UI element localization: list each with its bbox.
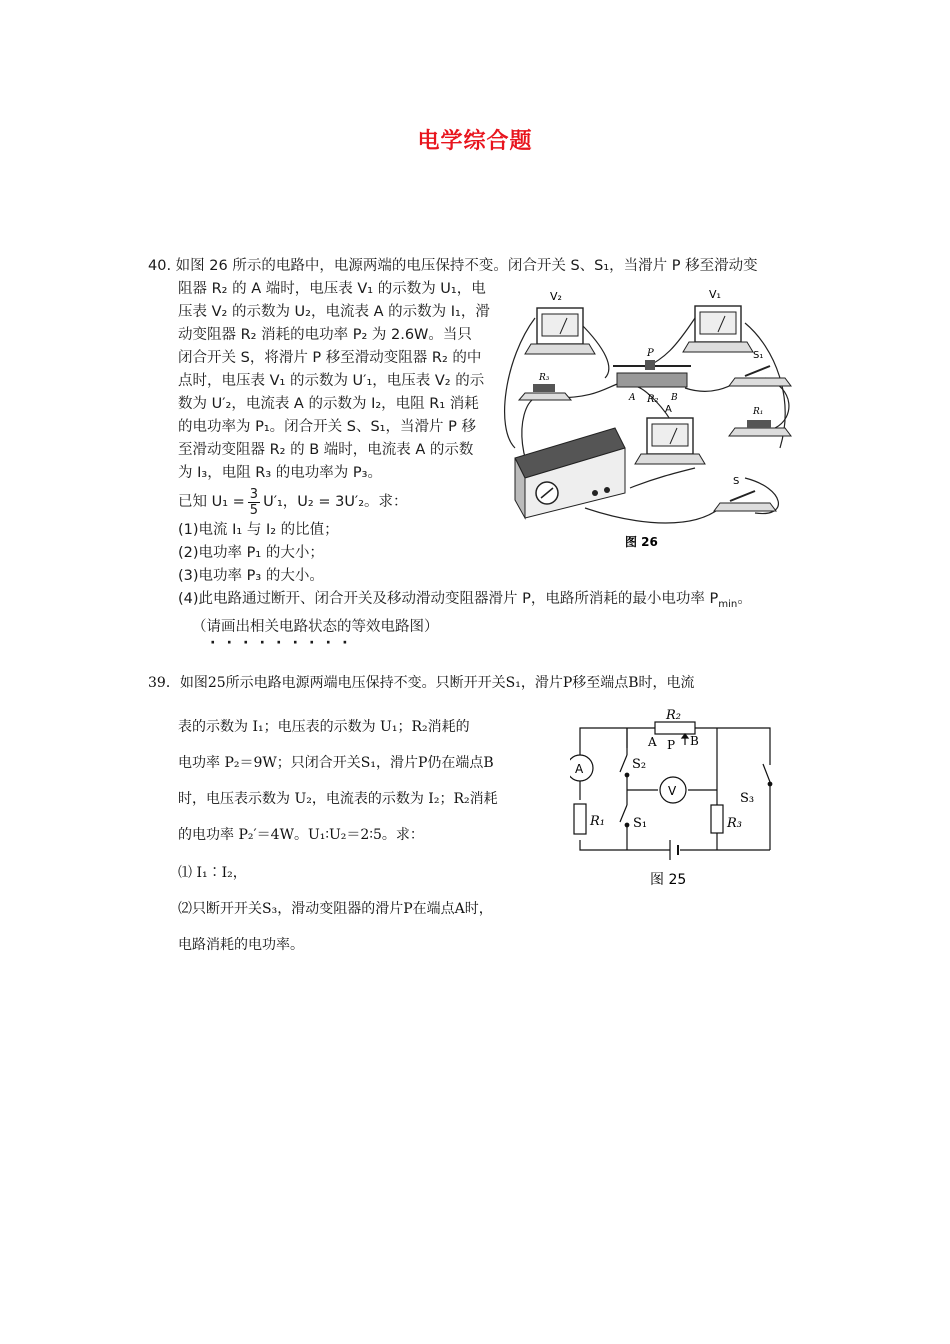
label-end-b: B — [690, 734, 699, 748]
q39-line: 表的示数为 I₁；电压表的示数为 U₁；R₂消耗的 — [178, 719, 470, 735]
pmin-tail: 。 — [737, 591, 752, 607]
label-s3: S₃ — [740, 791, 755, 806]
emphasis-dots: ········· — [210, 634, 359, 651]
q40-line: 阻器 R₂ 的 A 端时，电压表 V₁ 的示数为 U₁，电 — [178, 281, 486, 297]
label-r2: R₂ — [666, 708, 681, 723]
q40-question: (3)电功率 P₃ 的大小。 — [178, 568, 324, 584]
label-r1: R₁ — [753, 407, 764, 417]
q40-line: 动变阻器 R₂ 消耗的电功率 P₂ 为 2.6W。当只 — [178, 327, 472, 343]
switch-s-apparatus — [714, 476, 776, 511]
label-p: P — [667, 738, 676, 752]
fraction — [248, 487, 260, 518]
q40-question-4 — [148, 588, 808, 616]
q40-line: 至滑动变阻器 R₂ 的 B 端时，电流表 A 的示数 — [178, 442, 474, 458]
given-prefix: 已知 U₁ = — [178, 493, 245, 510]
q39-line: 的电功率 P₂′＝4W。U₁∶U₂＝2∶5。求： — [178, 827, 424, 843]
q40-question: (1)电流 I₁ 与 I₂ 的比值； — [178, 522, 339, 538]
q39-line: ⑵只断开开关S₃，滑动变阻器的滑片P在端点A时， — [178, 901, 493, 917]
q40-line: 为 I₃，电阻 R₃ 的电功率为 P₃。 — [178, 465, 382, 481]
label-s: S — [733, 476, 740, 487]
label-s1: S₁ — [753, 350, 764, 361]
figure-26-caption: 图 26 — [625, 535, 658, 548]
label-r2: R₂ — [647, 394, 659, 405]
power-supply-apparatus — [515, 428, 625, 518]
given-suffix: U′₁，U₂ = 3U′₂。求： — [263, 493, 408, 510]
q40-line: 的电功率为 P₁。闭合开关 S、S₁，当滑片 P 移 — [178, 419, 476, 435]
label-r3: R₃ — [539, 373, 550, 383]
pmin-subscript: min — [718, 598, 738, 610]
q40-line: 闭合开关 S，将滑片 P 移至滑动变阻器 R₂ 的中 — [178, 350, 482, 366]
q40-line: 40. 如图 26 所示的电路中，电源两端的电压保持不变。闭合开关 S、S₁，当滑片 P 移至滑动变 — [148, 258, 758, 274]
label-p: P — [647, 348, 654, 359]
q40-line: 压表 V₂ 的示数为 U₂，电流表 A 的示数为 I₁，滑 — [178, 304, 490, 320]
q39-line: ⑴ I₁∶I₂， — [178, 865, 247, 881]
fraction-numerator: 3 — [249, 486, 259, 502]
switch-s1-apparatus — [729, 350, 791, 386]
label-end-a: A — [648, 735, 657, 749]
label-v2: V₂ — [550, 290, 562, 303]
ammeter-symbol: A — [575, 762, 584, 776]
label-r3: R₃ — [727, 816, 742, 831]
rheostat-r2-apparatus — [613, 348, 691, 405]
q39-line: 电路消耗的电功率。 — [178, 937, 304, 953]
q40-line: 数为 U′₂，电流表 A 的示数为 I₂，电阻 R₁ 消耗 — [178, 396, 479, 412]
voltmeter-v2-apparatus — [525, 290, 595, 354]
figure-26 — [495, 278, 805, 548]
fraction-denominator: 5 — [249, 502, 259, 518]
q39-line: 时，电压表示数为 U₂，电流表的示数为 I₂；R₂消耗 — [178, 791, 498, 807]
voltmeter-symbol: V — [668, 784, 677, 798]
q40-question: (2)电功率 P₁ 的大小； — [178, 545, 324, 561]
label-v1: V₁ — [709, 288, 721, 301]
ammeter-apparatus — [635, 404, 705, 464]
q39-line: 39．如图25所示电路电源两端电压保持不变。只断开开关S₁，滑片P移至端点B时，电流 — [148, 675, 695, 691]
resistor-r1-apparatus — [729, 407, 791, 436]
label-end-a: A — [629, 393, 636, 403]
q40-line: 点时，电压表 V₁ 的示数为 U′₁，电压表 V₂ 的示 — [178, 373, 485, 389]
figure-25 — [570, 700, 780, 900]
label-r1: R₁ — [590, 814, 605, 829]
q40-question-note: （请画出相关电路状态的等效电路图） — [192, 618, 439, 635]
q40-question-4-text: (4)此电路通过断开、闭合开关及移动滑动变阻器滑片 P，电路所消耗的最小电功率 P — [178, 591, 719, 607]
label-s1: S₁ — [633, 816, 648, 831]
label-a: A — [665, 404, 672, 415]
q39-line: 电功率 P₂＝9W；只闭合开关S₁，滑片P仍在端点B — [178, 755, 494, 771]
resistor-r3-apparatus — [519, 373, 571, 400]
page-title: 电学综合题 — [417, 129, 533, 154]
label-s2: S₂ — [632, 757, 647, 772]
figure-25-caption: 图 25 — [650, 872, 687, 888]
label-end-b: B — [671, 393, 678, 403]
